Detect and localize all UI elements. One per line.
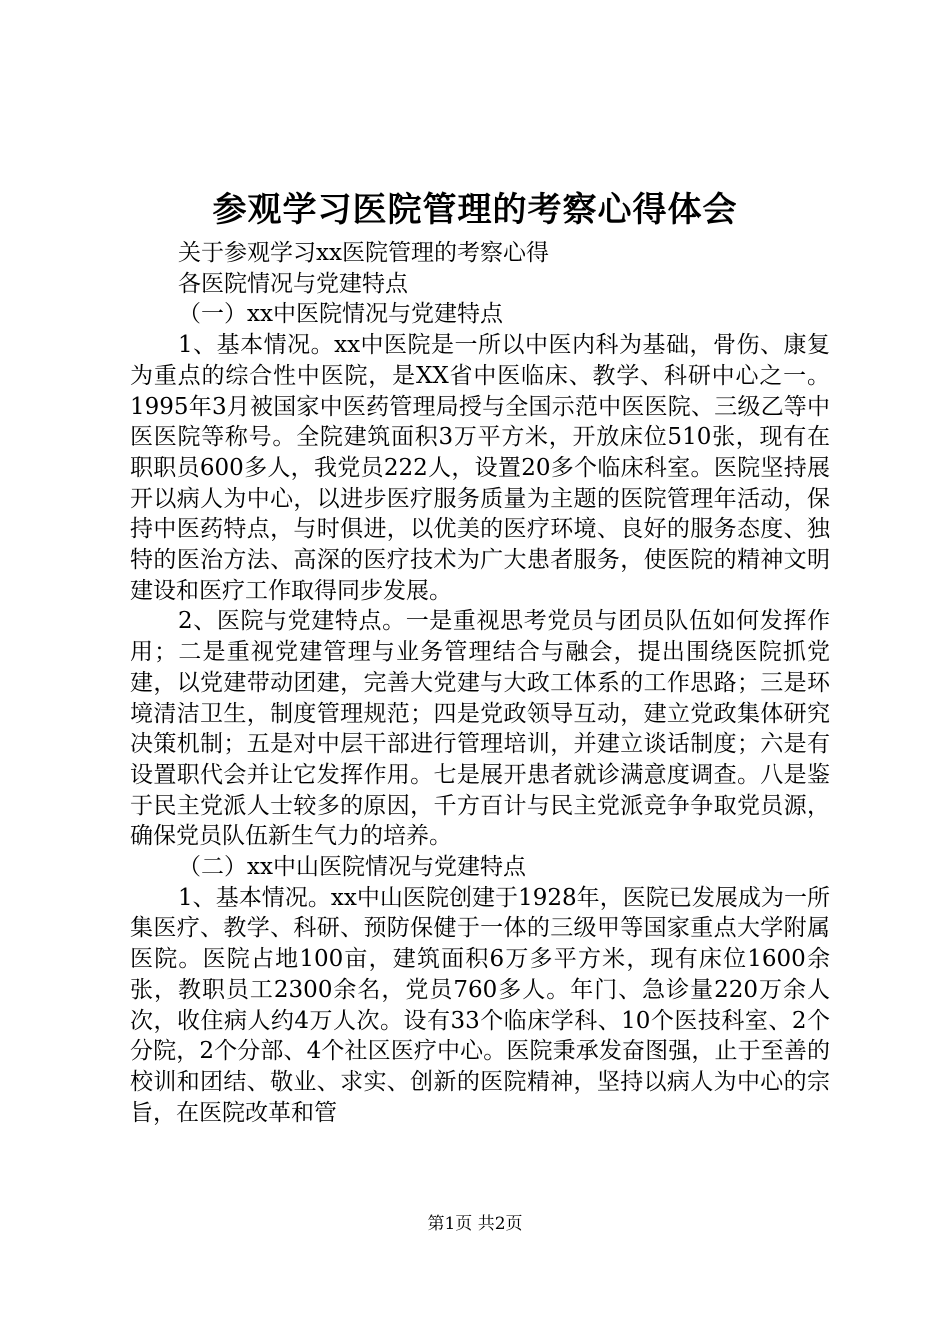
paragraph-basic-info-1: 1、基本情况。xx中医院是一所以中医内科为基础，骨伤、康复为重点的综合性中医院，是XX省中医临床、教学、科研中心之一。1995年3月被国家中医药管理局授与全国示范中医医院、三级乙等中医医院等称号。全院建筑面积3万平方米，开放床位510张，现有在职职员600多人，我党员222人，设置20多个临床科室。医院坚持展开以病人为中心，以进步医疗服务质量为主题的医院管理年活动，保持中医药特点，与时俱进，以优美的医疗环境、良好的服务态度、独特的医治方法、高深的医疗技术为广大患者服务，使医院的精神文明建设和医疗工作取得同步发展。 — [130, 332, 830, 604]
paragraph-basic-info-2: 1、基本情况。xx中山医院创建于1928年，医院已发展成为一所集医疗、教学、科研、预防保健于一体的三级甲等国家重点大学附属医院。医院占地100亩，建筑面积6万多平方米，现有床位1600余张，教职员工2300余名，党员760多人。年门、急诊量220万余人次，收住病人约4万人次。设有33个临床学科、10个医技科室、2个分院，2个分部、4个社区医疗中心。医院秉承发奋图强，止于至善的校训和团结、敬业、求实、创新的医院精神，坚持以病人为中心的宗旨，在医院改革和管 — [130, 884, 830, 1126]
page-footer: 第1页 共2页 — [427, 1214, 523, 1234]
section-heading-2: （二）xx中山医院情况与党建特点 — [178, 854, 526, 881]
section-heading-1: （一）xx中医院情况与党建特点 — [178, 301, 503, 328]
paragraph-party-features: 2、医院与党建特点。一是重视思考党员与团员队伍如何发挥作用；二是重视党建管理与业务管理结合与融会，提出围绕医院抓党建，以党建带动团建，完善大党建与大政工体系的工作思路；三是环境清洁卫生，制度管理规范；四是党政领导互动，建立党政集体研究决策机制；五是对中层干部进行管理培训，并建立谈话制度；六是有设置职代会并让它发挥作用。七是展开患者就诊满意度调查。八是鉴于民主党派人士较多的原因，千方百计与民主党派竞争争取党员源，确保党员队伍新生气力的培养。 — [130, 608, 830, 850]
document-title: 参观学习医院管理的考察心得体会 — [212, 190, 738, 230]
paragraph-heading: 各医院情况与党建特点 — [178, 270, 408, 297]
document-body — [130, 238, 830, 1128]
paragraph-subtitle: 关于参观学习xx医院管理的考察心得 — [178, 240, 549, 266]
